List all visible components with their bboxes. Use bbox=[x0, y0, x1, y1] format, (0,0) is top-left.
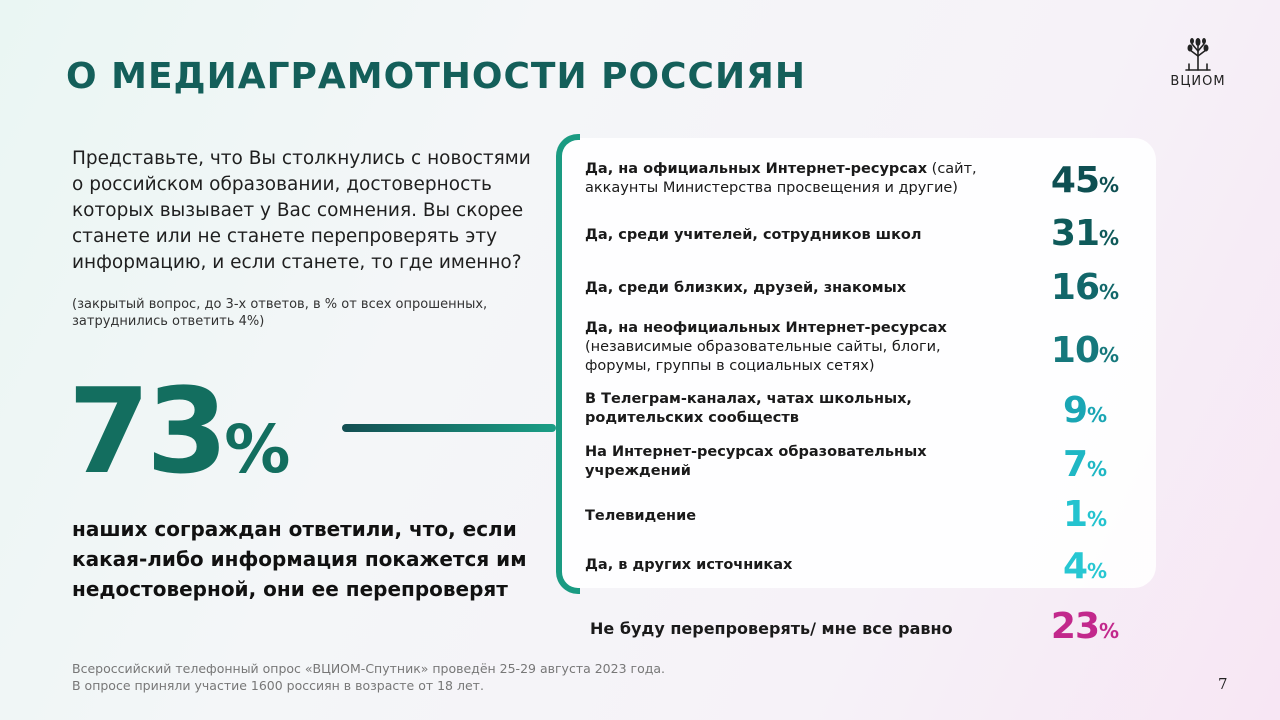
connector-line bbox=[342, 424, 556, 432]
footer-line: В опросе приняли участие 1600 россиян в возрасте от 18 лет. bbox=[72, 678, 484, 693]
logo bbox=[1158, 36, 1238, 92]
page-number: 7 bbox=[1218, 675, 1228, 693]
results-bracket bbox=[556, 134, 580, 594]
headline-stat bbox=[68, 362, 291, 500]
result-value: 45% bbox=[1050, 160, 1120, 201]
page-title: О МЕДИАГРАМОТНОСТИ РОССИЯН bbox=[66, 56, 806, 97]
result-value: 31% bbox=[1050, 213, 1120, 254]
headline-value: 73 bbox=[68, 362, 225, 500]
result-value: 1% bbox=[1062, 494, 1108, 535]
result-value: 4% bbox=[1062, 546, 1108, 587]
result-label: Телевидение bbox=[585, 508, 697, 524]
result-value: 9% bbox=[1062, 390, 1108, 431]
result-label: Да, на официальных Интернет-ресурсах (сайт, аккаунты Министерства просвещения и другие) bbox=[585, 161, 977, 196]
result-label: Да, среди учителей, сотрудников школ bbox=[585, 227, 922, 243]
footer-line: Всероссийский телефонный опрос «ВЦИОМ-Спутник» проведён 25-29 августа 2023 года. bbox=[72, 661, 666, 676]
question-text: Представьте, что Вы столкнулись с новостями о российском образовании, достоверность которых вызывает у Вас сомнения. Вы скорее станете или не станете перепроверять эту информацию, и если станете, то где именно? bbox=[72, 148, 531, 273]
other-value: 23% bbox=[1050, 606, 1120, 647]
result-value: 16% bbox=[1050, 267, 1120, 308]
headline-unit: % bbox=[224, 411, 291, 488]
result-value: 10% bbox=[1050, 330, 1120, 371]
result-value: 7% bbox=[1062, 444, 1108, 485]
result-label: Да, среди близких, друзей, знакомых bbox=[585, 280, 907, 296]
result-label: Да, в других источниках bbox=[585, 557, 793, 573]
headline-caption: наших сограждан ответили, что, если какая-либо информация покажется им недостоверной, они ее перепроверят bbox=[72, 517, 527, 601]
result-label: Да, на неофициальных Интернет-ресурсах (независимые образовательные сайты, блоги, форумы, группы в социальных сетях) bbox=[585, 320, 947, 374]
other-label: Не буду перепроверять/ мне все равно bbox=[590, 619, 953, 638]
result-label: В Телеграм-каналах, чатах школьных, родительских сообществ bbox=[585, 391, 912, 426]
result-label: На Интернет-ресурсах образовательных учреждений bbox=[585, 444, 927, 479]
tree-icon bbox=[1178, 36, 1218, 72]
question-note: (закрытый вопрос, до 3-х ответов, в % от всех опрошенных, затруднились ответить 4%) bbox=[72, 297, 488, 329]
logo-text: ВЦИОМ bbox=[1170, 74, 1226, 89]
footer-note bbox=[72, 660, 772, 694]
